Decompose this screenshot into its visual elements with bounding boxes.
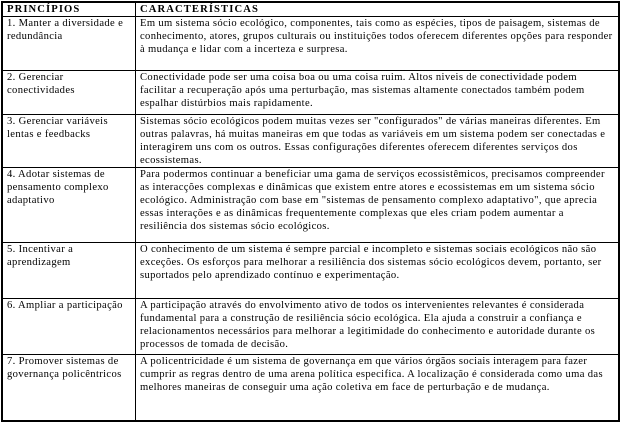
principle-cell: 7. Promover sistemas de governança policêntricos (2, 355, 136, 422)
principle-cell: 3. Gerenciar variáveis lentas e feedbacks (2, 115, 136, 168)
principle-cell: 6. Ampliar a participação (2, 299, 136, 355)
principle-cell: 2. Gerenciar conectividades (2, 71, 136, 115)
characteristics-cell: A participação através do envolvimento ativo de todos os intervenientes relevantes é considerada fundamental para a construção de resiliência sócio ecológica. Ela ajuda a construir a confiança e relacionamentos necessários para melhorar a legitimidade do conhecimento e autoridade durante os processos de tomada de decisão. (136, 299, 620, 355)
principles-table (1, 1, 620, 422)
table-row (2, 17, 619, 71)
table-row (2, 299, 619, 355)
characteristics-cell: A policentricidade é um sistema de governança em que vários órgãos sociais interagem para fazer cumprir as regras dentro de uma arena política especifica. A localização é considerada como uma das melhores maneiras de conseguir uma ação coletiva em face de perturbação e de mudança. (136, 355, 620, 422)
characteristics-cell: Conectividade pode ser uma coisa boa ou uma coisa ruim. Altos niveis de conectividade podem facilitar a recuperação após uma perturbação, mas sistemas altamente conectados também podem espalhar distúrbios mais rapidamente. (136, 71, 620, 115)
principle-cell: 1. Manter a diversidade e redundância (2, 17, 136, 71)
characteristics-cell: Sistemas sócio ecológicos podem muitas vezes ser "configurados" de várias maneiras diferentes. Em outras palavras, há muitas maneiras em que todas as variáveis em um sistema podem ser conectadas e interagirem uns com os outros. Essas configurações diferentes oferecem diferentes serviços dos ecossistemas. (136, 115, 620, 168)
header-principles: PRINCÍPIOS (2, 2, 136, 17)
table-row (2, 168, 619, 243)
characteristics-cell: Em um sistema sócio ecológico, componentes, tais como as espécies, tipos de paisagem, sistemas de conhecimento, atores, grupos culturais ou instituições todos oferecem diferentes opções para responder à mudança e lidar com a incerteza e surpresa. (136, 17, 620, 71)
table-row (2, 71, 619, 115)
characteristics-cell: Para podermos continuar a beneficiar uma gama de serviços ecossistêmicos, precisamos compreender as interacções complexas e dinâmicas que existem entre atores e ecossistemas em um sistema sócio ecológico. Administração com base em "sistemas de pensamento complexo adaptativo", que aprecia essas interações e as dinâmicas frequentemente complexas que eles criam podem aumentar a resiliência dos sistemas sócio ecológicos. (136, 168, 620, 243)
header-characteristics: CARACTERÍSTICAS (136, 2, 620, 17)
principle-cell: 4. Adotar sistemas de pensamento complexo adaptativo (2, 168, 136, 243)
table-row (2, 115, 619, 168)
table-header-row (2, 2, 619, 17)
characteristics-cell: O conhecimento de um sistema é sempre parcial e incompleto e sistemas sociais ecológicos não são exceções. Os esforços para melhorar a resiliência dos sistemas sócio ecológicos devem, portanto, ser suportados pelo aprendizado contínuo e experimentação. (136, 243, 620, 299)
table-row (2, 243, 619, 299)
table-row (2, 355, 619, 422)
principle-cell: 5. Incentivar a aprendizagem (2, 243, 136, 299)
